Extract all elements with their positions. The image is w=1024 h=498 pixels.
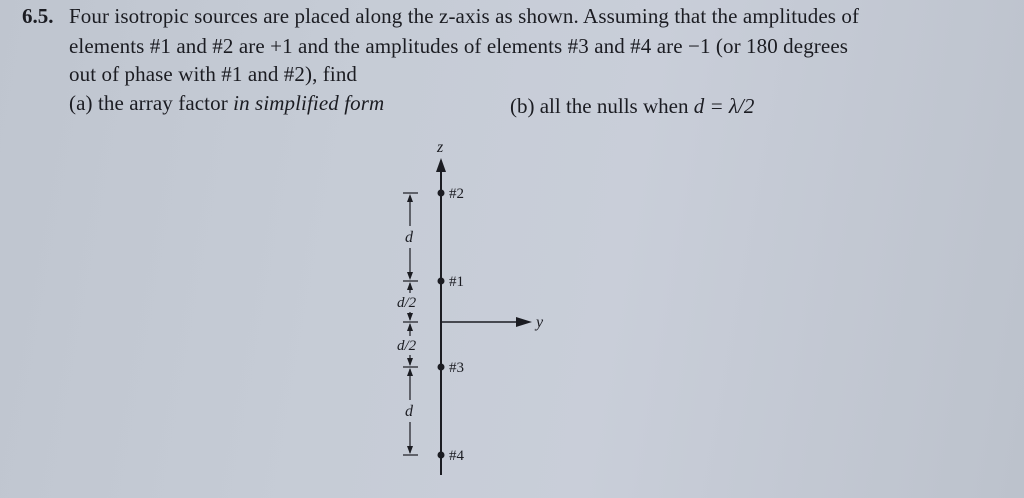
element-4-label: #4: [449, 448, 464, 464]
arrow-down-1: [407, 272, 413, 280]
part-b-math: d = λ/2: [693, 94, 755, 118]
problem-number: 6.5.: [22, 4, 54, 28]
y-axis-label: y: [536, 314, 544, 331]
spacing-label-d-bottom: d: [405, 403, 413, 420]
spacing-label-d2-upper: d/2: [397, 295, 417, 311]
part-a-label: (a) the array factor: [69, 91, 234, 115]
element-4-dot: [438, 452, 445, 459]
element-3-label: #3: [449, 360, 464, 376]
element-1-dot: [438, 278, 445, 285]
arrow-down-4: [407, 446, 413, 454]
arrow-down-2: [407, 313, 413, 321]
z-axis-arrowhead: [436, 158, 446, 172]
arrow-up-2: [407, 282, 413, 290]
problem-statement-line-3: out of phase with #1 and #2), find: [69, 62, 358, 86]
arrow-up-4: [407, 368, 413, 376]
spacing-label-d-top: d: [405, 229, 413, 246]
part-a-italic: in simplified form: [233, 91, 385, 115]
y-axis-arrowhead: [516, 317, 532, 327]
element-3-dot: [438, 364, 445, 371]
element-1-label: #1: [449, 274, 464, 290]
element-2-dot: [438, 190, 445, 197]
problem-statement-line-2: elements #1 and #2 are +1 and the amplitudes of elements #3 and #4 are −1 (or 180 degrees: [69, 34, 849, 58]
part-b-label: (b) all the nulls when: [510, 94, 694, 118]
problem-statement-line-1: Four isotropic sources are placed along the z-axis as shown. Assuming that the amplitudes of: [69, 4, 860, 28]
z-axis-label: z: [437, 139, 444, 156]
arrow-up-1: [407, 194, 413, 202]
spacing-label-d2-lower: d/2: [397, 338, 417, 354]
arrow-up-3: [407, 323, 413, 331]
arrow-down-3: [407, 358, 413, 366]
element-2-label: #2: [449, 186, 464, 202]
